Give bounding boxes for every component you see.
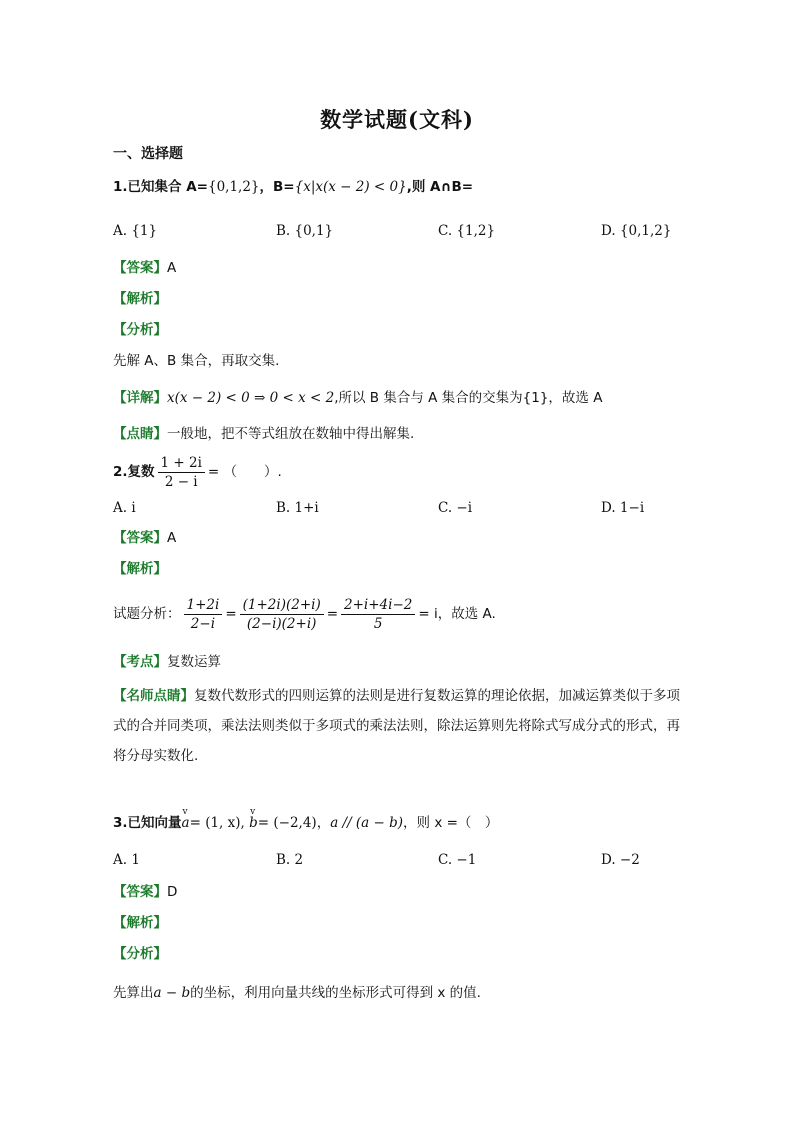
q3-parallel: a // (a − b) [330,815,404,831]
q3-option-d: D. −2 [601,852,640,868]
q2-kaodian: 【考点】复数运算 [113,654,221,670]
q2-option-b: B. 1+i [276,500,319,516]
q3-answer: 【答案】D [113,884,178,900]
q1-analysis-tag: 【解析】 [113,291,167,307]
q1-mid: ，B= [259,179,295,195]
q3-fenxi-tag: 【分析】 [113,946,167,962]
q1-set-b: {x|x(x − 2) < 0} [294,179,407,195]
page-title: 数学试题(文科) [320,107,474,132]
q1-option-a: A. {1} [113,223,158,239]
q2-frac-1: $\frac{1+2i}{2-i}$ [184,596,223,633]
q3-option-b: B. 2 [276,852,304,868]
q1-suffix: ,则 A∩B= [406,179,474,195]
q3-option-a: A. 1 [113,852,140,868]
q1-dianjing: 【点睛】一般地，把不等式组放在数轴中得出解集. [113,426,415,442]
q1-set-a: {0,1,2} [207,179,260,195]
vector-b: v b [249,812,258,834]
answer-tag: 【答案】 [113,260,167,276]
q1-option-d: D. {0,1,2} [601,223,672,239]
q1-answer-value: A [167,260,177,276]
q3-analysis-tag: 【解析】 [113,915,167,931]
q1-fenxi-tag: 【分析】 [113,322,167,338]
q1-detail-text: ,所以 B 集合与 A 集合的交集为{1}，故选 A [334,390,603,406]
q2-option-a: A. i [113,500,136,516]
question-1 [113,176,473,198]
question-3: 3.已知向量v a= (1, x), v b= (−2,4)，a // (a − b)，则 x =（ ） [113,812,498,834]
q2-option-c: C. −i [438,500,473,516]
question-2: 2.复数 $\frac{1 + 2i}{2 - i}$ = （ ）. [113,454,282,490]
section-heading: 一、选择题 [113,146,183,162]
q1-answer [113,257,176,279]
q1-prefix: 1.已知集合 A= [113,179,208,195]
q1-detail-math: x(x − 2) < 0 ⇒ 0 < x < 2 [167,390,335,406]
q1-option-b: B. {0,1} [276,223,334,239]
q2-solution: 试题分析： $\frac{1+2i}{2-i}$ = $\frac{(1+2i)(2+i)}{(2-i)(2+i)}$ = $\frac{2+i+4i-2}{5}$ = i，故选 A. [113,596,496,632]
q2-analysis-tag: 【解析】 [113,561,167,577]
q1-option-c: C. {1,2} [438,223,496,239]
q2-frac-3: $\frac{2+i+4i-2}{5}$ [341,596,415,633]
q1-detail: 【详解】x(x − 2) < 0 ⇒ 0 < x < 2,所以 B 集合与 A 集合的交集为{1}，故选 A [113,390,603,406]
q2-fraction: $\frac{1 + 2i}{2 - i}$ [158,454,205,491]
q2-option-d: D. 1−i [601,500,645,516]
q2-mingshi: 【名师点睛】复数代数形式的四则运算的法则是进行复数运算的理论依据，加减运算类似于多项式的合并同类项，乘法法则类似于多项式的乘法法则，除法运算则先将除式写成分式的形式，再将分母实数化. [113,688,680,764]
vector-a: v a [182,812,190,834]
q3-option-c: C. −1 [438,852,477,868]
q1-fenxi-text: 先解 A、B 集合，再取交集. [113,353,280,369]
q2-answer: 【答案】A [113,530,177,546]
q2-frac-2: $\frac{(1+2i)(2+i)}{(2-i)(2+i)}$ [240,596,324,633]
q3-fenxi-text: 先算出a − b的坐标，利用向量共线的坐标形式可得到 x 的值. [113,985,481,1001]
